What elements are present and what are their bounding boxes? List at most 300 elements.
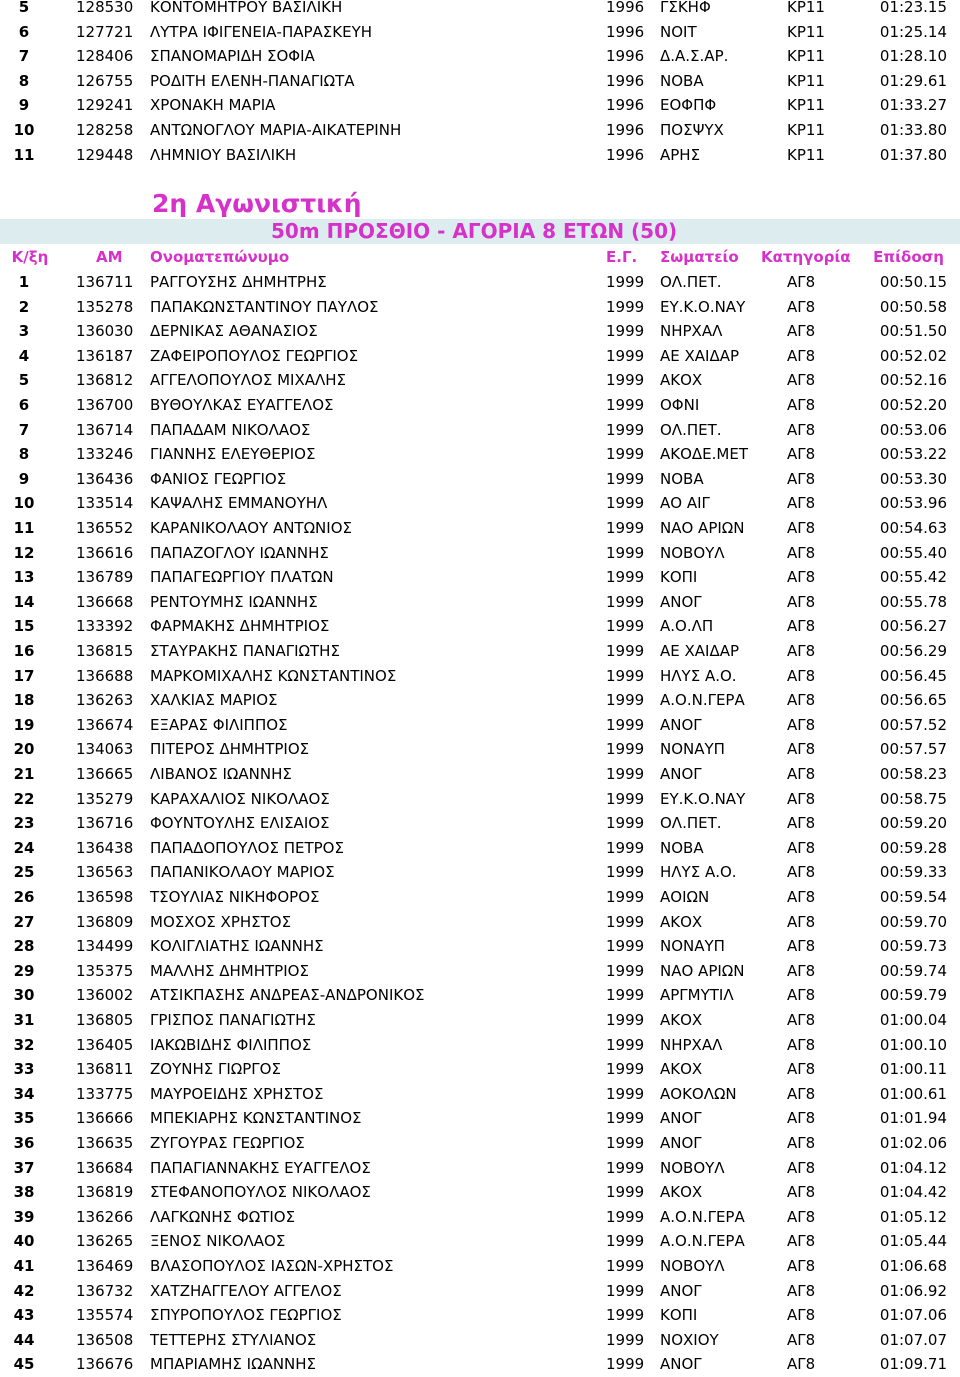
am-cell: 135279 — [76, 789, 134, 808]
time-cell: 01:33.27 — [879, 96, 947, 115]
name-cell: ΖΥΓΟΥΡΑΣ ΓΕΩΡΓΙΟΣ — [150, 1134, 305, 1152]
name-cell: ΧΡΟΝΑΚΗ ΜΑΡΙΑ — [150, 96, 276, 115]
am-cell: 136668 — [76, 592, 134, 611]
club-cell: ΕΟΦΠΦ — [660, 96, 717, 115]
time-cell: 00:59.33 — [879, 863, 947, 882]
name-cell: ΠΑΠΑΔΑΜ ΝΙΚΟΛΑΟΣ — [150, 420, 311, 439]
club-cell: Α.Ο.ΛΠ — [660, 617, 714, 636]
time-cell: 00:58.23 — [879, 765, 947, 783]
club-cell: ΝΗΡΧΑΛ — [660, 1035, 723, 1054]
category-cell: ΑΓ8 — [787, 1207, 816, 1226]
time-cell: 01:02.06 — [879, 1134, 947, 1152]
time-cell: 01:25.14 — [879, 22, 947, 41]
club-cell: ΝΟΙΤ — [660, 22, 697, 41]
name-cell: ΔΕΡΝΙΚΑΣ ΑΘΑΝΑΣΙΟΣ — [150, 322, 318, 341]
rank-cell: 38 — [13, 1183, 35, 1202]
year-cell: 1999 — [606, 322, 645, 341]
table-row — [0, 959, 960, 984]
name-cell: ΧΑΛΚΙΑΣ ΜΑΡΙΟΣ — [150, 691, 278, 710]
table-row — [0, 344, 960, 369]
time-cell: 01:06.68 — [879, 1257, 947, 1275]
club-cell: ΟΦΝΙ — [660, 396, 700, 414]
time-cell: 00:57.57 — [879, 740, 947, 759]
rank-cell: 21 — [13, 765, 35, 783]
name-cell: ΜΠΕΚΙΑΡΗΣ ΚΩΝΣΤΑΝΤΙΝΟΣ — [150, 1109, 362, 1128]
rank-cell: 45 — [13, 1355, 35, 1374]
club-cell: ΝΟΧΙΟΥ — [660, 1330, 719, 1349]
rank-cell: 7 — [18, 420, 30, 439]
am-cell: 136002 — [76, 986, 134, 1005]
am-cell: 136598 — [76, 888, 134, 906]
table-row — [0, 614, 960, 639]
table-row — [0, 0, 960, 20]
name-cell: ΡΟΔΙΤΗ ΕΛΕΝΗ-ΠΑΝΑΓΙΩΤΑ — [150, 71, 355, 90]
rank-cell: 37 — [13, 1158, 35, 1177]
rank-cell: 26 — [13, 888, 35, 906]
rank-cell: 24 — [13, 838, 35, 857]
club-cell: ΟΛ.ΠΕΤ. — [660, 814, 722, 833]
rank-cell: 14 — [13, 592, 35, 611]
category-cell: ΚΡ11 — [787, 47, 825, 66]
table-row — [0, 319, 960, 344]
table-row — [0, 1229, 960, 1254]
category-cell: ΑΓ8 — [787, 863, 816, 882]
club-cell: Δ.Α.Σ.ΑΡ. — [660, 47, 729, 66]
time-cell: 00:59.73 — [879, 937, 947, 956]
year-cell: 1999 — [606, 445, 645, 464]
time-cell: 01:00.04 — [879, 1011, 947, 1029]
time-cell: 01:00.11 — [879, 1060, 947, 1079]
year-cell: 1999 — [606, 1035, 645, 1054]
name-cell: ΤΕΤΤΕΡΗΣ ΣΤΥΛΙΑΝΟΣ — [150, 1330, 317, 1349]
club-cell: ΝΟΝΑΥΠ — [660, 740, 725, 759]
time-cell: 00:52.02 — [879, 346, 947, 365]
rank-cell: 43 — [13, 1306, 35, 1325]
club-cell: ΚΟΠΙ — [660, 568, 698, 587]
am-cell: 136635 — [76, 1134, 134, 1152]
name-cell: ΓΡΙΣΠΟΣ ΠΑΝΑΓΙΩΤΗΣ — [150, 1011, 316, 1029]
club-cell: ΝΑΟ ΑΡΙΩΝ — [660, 961, 745, 980]
am-cell: 133514 — [76, 494, 134, 513]
table-row — [0, 983, 960, 1008]
name-cell: ΛΗΜΝΙΟΥ ΒΑΣΙΛΙΚΗ — [150, 145, 297, 164]
category-cell: ΑΓ8 — [787, 1183, 816, 1202]
rank-cell: 25 — [13, 863, 35, 882]
year-cell: 1999 — [606, 986, 645, 1005]
name-cell: ΡΕΝΤΟΥΜΗΣ ΙΩΑΝΝΗΣ — [150, 592, 318, 611]
table-row — [0, 143, 960, 168]
year-cell: 1996 — [606, 96, 645, 115]
year-cell: 1999 — [606, 396, 645, 414]
name-cell: ΠΙΤΕΡΟΣ ΔΗΜΗΤΡΙΟΣ — [150, 740, 310, 759]
club-cell: ΑΡΗΣ — [660, 145, 701, 164]
am-cell: 136666 — [76, 1109, 134, 1128]
am-cell: 136266 — [76, 1207, 134, 1226]
am-cell: 133246 — [76, 445, 134, 464]
time-cell: 01:09.71 — [879, 1355, 947, 1374]
rank-cell: 6 — [18, 396, 30, 414]
club-cell: ΑΚΟΧ — [660, 912, 703, 931]
am-cell: 133775 — [76, 1084, 134, 1103]
year-cell: 1999 — [606, 297, 645, 316]
year-cell: 1999 — [606, 937, 645, 956]
am-cell: 136436 — [76, 469, 134, 488]
category-cell: ΑΓ8 — [787, 1134, 816, 1152]
club-cell: ΑΝΟΓ — [660, 715, 702, 734]
name-cell: ΛΑΓΚΩΝΗΣ ΦΩΤΙΟΣ — [150, 1207, 296, 1226]
rank-cell: 36 — [13, 1134, 35, 1152]
rank-cell: 6 — [18, 22, 30, 41]
category-cell: ΑΓ8 — [787, 420, 816, 439]
category-cell: ΑΓ8 — [787, 1306, 816, 1325]
name-cell: ΒΥΘΟΥΛΚΑΣ ΕΥΑΓΓΕΛΟΣ — [150, 396, 334, 414]
am-cell: 136469 — [76, 1257, 134, 1275]
year-cell: 1999 — [606, 617, 645, 636]
rank-cell: 20 — [13, 740, 35, 759]
am-cell: 128258 — [76, 121, 134, 139]
table-row — [0, 639, 960, 664]
year-cell: 1996 — [606, 145, 645, 164]
rank-cell: 16 — [13, 642, 35, 660]
time-cell: 01:33.80 — [879, 121, 947, 139]
rank-cell: 40 — [13, 1232, 35, 1251]
name-cell: ΕΞΑΡΑΣ ΦΙΛΙΠΠΟΣ — [150, 715, 288, 734]
category-cell: ΑΓ8 — [787, 715, 816, 734]
table-row — [0, 1008, 960, 1033]
rank-cell: 19 — [13, 715, 35, 734]
year-cell: 1996 — [606, 0, 645, 16]
year-cell: 1996 — [606, 121, 645, 139]
club-cell: ΑΚΟΧ — [660, 371, 703, 390]
category-cell: ΚΡ11 — [787, 96, 825, 115]
table-row — [0, 836, 960, 861]
am-cell: 135574 — [76, 1306, 134, 1325]
rank-cell: 42 — [13, 1281, 35, 1300]
rank-cell: 41 — [13, 1257, 35, 1275]
club-cell: ΑΕ ΧΑΙΔΑΡ — [660, 346, 740, 365]
header-name: Ονοματεπώνυμο — [150, 248, 290, 266]
table-row — [0, 442, 960, 467]
rank-cell: 3 — [18, 322, 30, 341]
table-row — [0, 1254, 960, 1279]
name-cell: ΠΑΠΑΓΕΩΡΓΙΟΥ ΠΛΑΤΩΝ — [150, 568, 334, 587]
club-cell: ΝΟΒΟΥΛ — [660, 543, 725, 562]
time-cell: 00:53.22 — [879, 445, 947, 464]
category-cell: ΑΓ8 — [787, 1281, 816, 1300]
category-cell: ΑΓ8 — [787, 814, 816, 833]
year-cell: 1999 — [606, 765, 645, 783]
category-cell: ΑΓ8 — [787, 371, 816, 390]
club-cell: ΠΟΣΨΥΧ — [660, 121, 724, 139]
category-cell: ΑΓ8 — [787, 592, 816, 611]
table-row — [0, 1033, 960, 1058]
club-cell: ΝΟΒΟΥΛ — [660, 1257, 725, 1275]
year-cell: 1999 — [606, 961, 645, 980]
name-cell: ΚΑΡΑΧΑΛΙΟΣ ΝΙΚΟΛΑΟΣ — [150, 789, 330, 808]
year-cell: 1999 — [606, 740, 645, 759]
time-cell: 00:50.58 — [879, 297, 947, 316]
header-year: Ε.Γ. — [606, 248, 638, 266]
time-cell: 00:55.42 — [879, 568, 947, 587]
am-cell: 136616 — [76, 543, 134, 562]
rank-cell: 18 — [13, 691, 35, 710]
name-cell: ΚΟΝΤΟΜΗΤΡΟΥ ΒΑΣΙΛΙΚΗ — [150, 0, 343, 16]
name-cell: ΜΑΥΡΟΕΙΔΗΣ ΧΡΗΣΤΟΣ — [150, 1084, 324, 1103]
name-cell: ΞΕΝΟΣ ΝΙΚΟΛΑΟΣ — [150, 1232, 286, 1251]
header-club: Σωματείο — [660, 248, 739, 266]
year-cell: 1999 — [606, 469, 645, 488]
club-cell: ΑΝΟΓ — [660, 1355, 702, 1374]
rank-cell: 39 — [13, 1207, 35, 1226]
am-cell: 136674 — [76, 715, 134, 734]
rank-cell: 30 — [13, 986, 35, 1005]
rank-cell: 15 — [13, 617, 35, 636]
am-cell: 136563 — [76, 863, 134, 882]
name-cell: ΓΙΑΝΝΗΣ ΕΛΕΥΘΕΡΙΟΣ — [150, 445, 316, 464]
am-cell: 136819 — [76, 1183, 134, 1202]
year-cell: 1999 — [606, 814, 645, 833]
time-cell: 01:00.61 — [879, 1084, 947, 1103]
rank-cell: 12 — [13, 543, 35, 562]
table-row — [0, 541, 960, 566]
name-cell: ΑΤΣΙΚΠΑΣΗΣ ΑΝΔΡΕΑΣ-ΑΝΔΡΟΝΙΚΟΣ — [150, 986, 425, 1005]
category-cell: ΚΡ11 — [787, 0, 825, 16]
table-row — [0, 860, 960, 885]
category-cell: ΑΓ8 — [787, 740, 816, 759]
club-cell: ΑΝΟΓ — [660, 592, 702, 611]
table-row — [0, 762, 960, 787]
club-cell: ΑΚΟΧ — [660, 1060, 703, 1079]
table-row — [0, 44, 960, 69]
time-cell: 00:56.65 — [879, 691, 947, 710]
club-cell: ΑΚΟΧ — [660, 1011, 703, 1029]
table-row — [0, 737, 960, 762]
category-cell: ΑΓ8 — [787, 617, 816, 636]
rank-cell: 13 — [13, 568, 35, 587]
rank-cell: 31 — [13, 1011, 35, 1029]
time-cell: 00:55.78 — [879, 592, 947, 611]
year-cell: 1999 — [606, 273, 645, 291]
am-cell: 135278 — [76, 297, 134, 316]
category-cell: ΑΓ8 — [787, 691, 816, 710]
am-cell: 136805 — [76, 1011, 134, 1029]
table-row — [0, 1279, 960, 1304]
year-cell: 1999 — [606, 666, 645, 685]
year-cell: 1999 — [606, 912, 645, 931]
year-cell: 1999 — [606, 1330, 645, 1349]
time-cell: 01:05.44 — [879, 1232, 947, 1251]
time-cell: 00:51.50 — [879, 322, 947, 341]
rank-cell: 2 — [18, 297, 30, 316]
am-cell: 129241 — [76, 96, 134, 115]
category-cell: ΑΓ8 — [787, 346, 816, 365]
table-row — [0, 1156, 960, 1181]
name-cell: ΚΟΛΙΓΛΙΑΤΗΣ ΙΩΑΝΝΗΣ — [150, 937, 324, 956]
name-cell: ΠΑΠΑΝΙΚΟΛΑΟΥ ΜΑΡΙΟΣ — [150, 863, 335, 882]
time-cell: 01:04.12 — [879, 1158, 947, 1177]
rank-cell: 28 — [13, 937, 35, 956]
am-cell: 136684 — [76, 1158, 134, 1177]
am-cell: 136716 — [76, 814, 134, 833]
table-row — [0, 688, 960, 713]
category-cell: ΚΡ11 — [787, 145, 825, 164]
table-row — [0, 787, 960, 812]
club-cell: Α.Ο.Ν.ΓΕΡΑ — [660, 1232, 745, 1251]
category-cell: ΑΓ8 — [787, 322, 816, 341]
category-cell: ΑΓ8 — [787, 1084, 816, 1103]
table-row — [0, 713, 960, 738]
am-cell: 136552 — [76, 519, 134, 537]
am-cell: 136700 — [76, 396, 134, 414]
time-cell: 00:59.28 — [879, 838, 947, 857]
name-cell: ΦΑΝΙΟΣ ΓΕΩΡΓΙΟΣ — [150, 469, 287, 488]
rank-cell: 32 — [13, 1035, 35, 1054]
year-cell: 1999 — [606, 1281, 645, 1300]
category-cell: ΑΓ8 — [787, 1355, 816, 1374]
name-cell: ΣΤΕΦΑΝΟΠΟΥΛΟΣ ΝΙΚΟΛΑΟΣ — [150, 1183, 371, 1202]
club-cell: ΝΟΒΑ — [660, 469, 704, 488]
table-row — [0, 1106, 960, 1131]
year-cell: 1999 — [606, 592, 645, 611]
category-cell: ΑΓ8 — [787, 469, 816, 488]
club-cell: ΑΕ ΧΑΙΔΑΡ — [660, 642, 740, 660]
am-cell: 136438 — [76, 838, 134, 857]
rank-cell: 23 — [13, 814, 35, 833]
club-cell: Α.Ο.Ν.ΓΕΡΑ — [660, 1207, 745, 1226]
am-cell: 128406 — [76, 47, 134, 66]
table-row — [0, 118, 960, 143]
event-title: 50m ΠΡΟΣΘΙΟ - ΑΓΟΡΙΑ 8 ΕΤΩΝ (50) — [271, 219, 678, 243]
name-cell: ΠΑΠΑΓΙΑΝΝΑΚΗΣ ΕΥΑΓΓΕΛΟΣ — [150, 1158, 371, 1177]
name-cell: ΠΑΠΑΚΩΝΣΤΑΝΤΙΝΟΥ ΠΑΥΛΟΣ — [150, 297, 379, 316]
club-cell: ΗΛΥΣ Α.Ο. — [660, 666, 737, 685]
am-cell: 127721 — [76, 22, 134, 41]
club-cell: ΟΛ.ΠΕΤ. — [660, 420, 722, 439]
category-cell: ΚΡ11 — [787, 121, 825, 139]
category-cell: ΑΓ8 — [787, 1158, 816, 1177]
name-cell: ΜΑΛΛΗΣ ΔΗΜΗΤΡΙΟΣ — [150, 961, 309, 980]
year-cell: 1999 — [606, 1207, 645, 1226]
name-cell: ΠΑΠΑΖΟΓΛΟΥ ΙΩΑΝΝΗΣ — [150, 543, 329, 562]
category-cell: ΑΓ8 — [787, 961, 816, 980]
am-cell: 126755 — [76, 71, 134, 90]
header-category: Κατηγορία — [761, 248, 851, 266]
rank-cell: 29 — [13, 961, 35, 980]
rank-cell: 7 — [18, 47, 30, 66]
year-cell: 1999 — [606, 568, 645, 587]
club-cell: ΓΣΚΗΦ — [660, 0, 711, 16]
category-cell: ΑΓ8 — [787, 494, 816, 513]
table-row — [0, 1131, 960, 1156]
rank-cell: 44 — [13, 1330, 35, 1349]
category-cell: ΑΓ8 — [787, 986, 816, 1005]
name-cell: ΜΠΑΡΙΑΜΗΣ ΙΩΑΝΝΗΣ — [150, 1355, 317, 1374]
table-row — [0, 1303, 960, 1328]
year-cell: 1999 — [606, 371, 645, 390]
time-cell: 01:06.92 — [879, 1281, 947, 1300]
category-cell: ΑΓ8 — [787, 519, 816, 537]
category-cell: ΑΓ8 — [787, 273, 816, 291]
year-cell: 1999 — [606, 1232, 645, 1251]
table-row — [0, 418, 960, 443]
year-cell: 1999 — [606, 838, 645, 857]
name-cell: ΣΠΥΡΟΠΟΥΛΟΣ ΓΕΩΡΓΙΟΣ — [150, 1306, 342, 1325]
name-cell: ΑΓΓΕΛΟΠΟΥΛΟΣ ΜΙΧΑΛΗΣ — [150, 371, 347, 390]
am-cell: 135375 — [76, 961, 134, 980]
rank-cell: 11 — [13, 145, 35, 164]
am-cell: 136030 — [76, 322, 134, 341]
am-cell: 136812 — [76, 371, 134, 390]
am-cell: 136714 — [76, 420, 134, 439]
club-cell: ΝΑΟ ΑΡΙΩΝ — [660, 519, 745, 537]
table-row — [0, 393, 960, 418]
category-cell: ΑΓ8 — [787, 1257, 816, 1275]
name-cell: ΖΟΥΝΗΣ ΓΙΩΡΓΟΣ — [150, 1060, 281, 1079]
club-cell: ΑΚΟΧ — [660, 1183, 703, 1202]
name-cell: ΒΛΑΣΟΠΟΥΛΟΣ ΙΑΣΩΝ-ΧΡΗΣΤΟΣ — [150, 1257, 394, 1275]
am-cell: 136405 — [76, 1035, 134, 1054]
table-row — [0, 69, 960, 94]
club-cell: ΕΥ.Κ.Ο.ΝΑΥ — [660, 297, 746, 316]
rank-cell: 9 — [18, 469, 30, 488]
club-cell: ΗΛΥΣ Α.Ο. — [660, 863, 737, 882]
rank-cell: 5 — [18, 371, 30, 390]
table-row — [0, 934, 960, 959]
year-cell: 1996 — [606, 47, 645, 66]
am-cell: 136811 — [76, 1060, 134, 1079]
category-cell: ΑΓ8 — [787, 765, 816, 783]
club-cell: ΑΝΟΓ — [660, 1281, 702, 1300]
name-cell: ΧΑΤΖΗΑΓΓΕΛΟΥ ΑΓΓΕΛΟΣ — [150, 1281, 342, 1300]
rank-cell: 8 — [18, 445, 30, 464]
club-cell: ΑΡΓΜΥΤΙΛ — [660, 986, 734, 1005]
category-cell: ΑΓ8 — [787, 297, 816, 316]
am-cell: 136711 — [76, 273, 134, 291]
name-cell: ΣΠΑΝΟΜΑΡΙΔΗ ΣΟΦΙΑ — [150, 47, 315, 66]
time-cell: 00:56.27 — [879, 617, 947, 636]
year-cell: 1999 — [606, 1134, 645, 1152]
club-cell: ΝΟΒΑ — [660, 71, 704, 90]
time-cell: 00:57.52 — [879, 715, 947, 734]
am-cell: 134499 — [76, 937, 134, 956]
time-cell: 01:23.15 — [879, 0, 947, 16]
category-cell: ΑΓ8 — [787, 1060, 816, 1079]
category-cell: ΑΓ8 — [787, 568, 816, 587]
year-cell: 1999 — [606, 863, 645, 882]
table-row — [0, 270, 960, 295]
header-rank: Κ/ξη — [11, 248, 49, 266]
category-cell: ΑΓ8 — [787, 789, 816, 808]
time-cell: 01:07.07 — [879, 1330, 947, 1349]
am-cell: 136688 — [76, 666, 134, 685]
rank-cell: 27 — [13, 912, 35, 931]
rank-cell: 22 — [13, 789, 35, 808]
am-cell: 136265 — [76, 1232, 134, 1251]
table-row — [0, 20, 960, 45]
time-cell: 00:52.20 — [879, 396, 947, 414]
year-cell: 1999 — [606, 1355, 645, 1374]
club-cell: ΑΝΟΓ — [660, 1109, 702, 1128]
name-cell: ΚΑΡΑΝΙΚΟΛΑΟΥ ΑΝΤΩΝΙΟΣ — [150, 519, 352, 537]
category-cell: ΑΓ8 — [787, 1330, 816, 1349]
time-cell: 00:56.29 — [879, 642, 947, 660]
am-cell: 136809 — [76, 912, 134, 931]
table-row — [0, 910, 960, 935]
time-cell: 00:54.63 — [879, 519, 947, 537]
year-cell: 1999 — [606, 494, 645, 513]
am-cell: 136263 — [76, 691, 134, 710]
am-cell: 133392 — [76, 617, 134, 636]
